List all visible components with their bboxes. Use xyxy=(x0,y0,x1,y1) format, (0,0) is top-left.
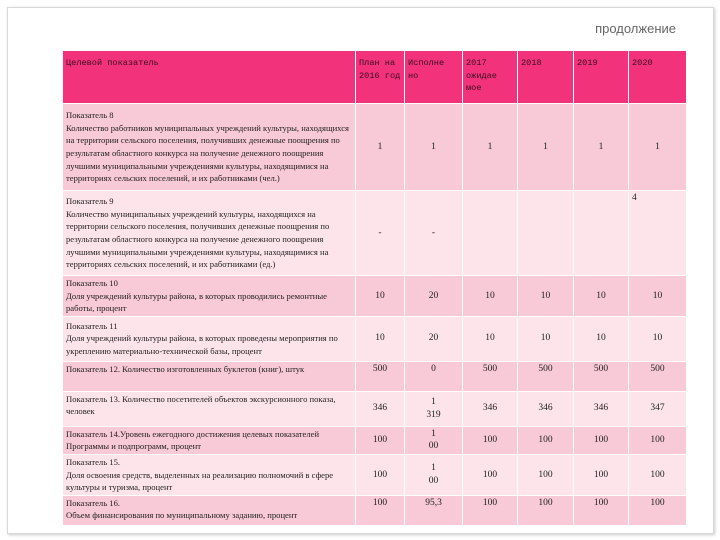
value-cell: 10 xyxy=(356,276,405,317)
value-cell: 100 xyxy=(574,454,629,495)
value-cell xyxy=(463,191,518,276)
value-cell: 4 xyxy=(629,191,687,276)
indicator-label: Показатель 15. Доля освоения средств, выделенных на реализацию полномочий в сфере культуры и туризма, процент xyxy=(63,454,356,495)
value-cell: 500 xyxy=(629,361,687,391)
table-row xyxy=(63,104,687,191)
value-cell: 1 xyxy=(574,104,629,191)
value-cell: 1 xyxy=(356,104,405,191)
indicators-table xyxy=(62,50,687,526)
value-cell: 346 xyxy=(574,391,629,426)
value-cell: 10 xyxy=(463,316,518,361)
value-cell xyxy=(518,191,574,276)
table-row xyxy=(63,454,687,495)
value-cell: 20 xyxy=(405,316,463,361)
value-cell: 346 xyxy=(356,391,405,426)
table-row xyxy=(63,316,687,361)
value-cell: 0 xyxy=(405,361,463,391)
value-cell: 100 xyxy=(463,426,518,454)
value-cell: 10 xyxy=(574,316,629,361)
indicator-label: Показатель 9 Количество муниципальных учреждений культуры, находящихся на территории сельского поселения, получивших денежные поощрения по результатам областного конкурса на получение денежного поощрения лучшими муниципальными учреждениями культуры, находящимися на территориях сельских поселений, и их работниками (ед.) xyxy=(63,191,356,276)
table-row xyxy=(63,426,687,454)
value-cell: 100 xyxy=(629,454,687,495)
value-cell: 1 xyxy=(463,104,518,191)
indicator-label: Показатель 14.Уровень ежегодного достижения целевых показателей Программы и подпрограмм, процент xyxy=(63,426,356,454)
value-cell: 10 xyxy=(518,316,574,361)
value-cell: 1 xyxy=(405,104,463,191)
value-cell: 1 00 xyxy=(405,426,463,454)
header-plan-2016: План на 2016 год xyxy=(356,51,405,104)
table-row xyxy=(63,495,687,525)
value-cell: 100 xyxy=(574,495,629,525)
indicator-label: Показатель 16. Объем финансирования по муниципальному заданию, процент xyxy=(63,495,356,525)
value-cell: 10 xyxy=(629,276,687,317)
value-cell: 346 xyxy=(518,391,574,426)
value-cell: 1 xyxy=(629,104,687,191)
table-row xyxy=(63,361,687,391)
value-cell: 1 xyxy=(518,104,574,191)
value-cell: 100 xyxy=(356,495,405,525)
value-cell xyxy=(574,191,629,276)
value-cell: 10 xyxy=(574,276,629,317)
header-executed: Исполне но xyxy=(405,51,463,104)
indicator-label: Показатель 12. Количество изготовленных буклетов (книг), штук xyxy=(63,361,356,391)
value-cell: 100 xyxy=(518,495,574,525)
value-cell: 20 xyxy=(405,276,463,317)
value-cell: 1 00 xyxy=(405,454,463,495)
value-cell: 100 xyxy=(518,426,574,454)
value-cell: 10 xyxy=(463,276,518,317)
header-2020: 2020 xyxy=(629,51,687,104)
indicator-label: Показатель 13. Количество посетителей объектов экскурсионного показа, человек xyxy=(63,391,356,426)
value-cell: 347 xyxy=(629,391,687,426)
value-cell: - xyxy=(405,191,463,276)
indicator-label: Показатель 11 Доля учреждений культуры района, в которых проведены мероприятия по укреплению материально-технической базы, процент xyxy=(63,316,356,361)
header-indicator: Целевой показатель xyxy=(63,51,356,104)
value-cell: 100 xyxy=(629,426,687,454)
value-cell: 100 xyxy=(463,454,518,495)
table-row xyxy=(63,191,687,276)
value-cell: 10 xyxy=(518,276,574,317)
value-cell: 500 xyxy=(574,361,629,391)
value-cell: 100 xyxy=(356,426,405,454)
header-2017: 2017 ожидае мое xyxy=(463,51,518,104)
value-cell: 500 xyxy=(463,361,518,391)
value-cell: 100 xyxy=(463,495,518,525)
value-cell: 100 xyxy=(356,454,405,495)
value-cell: 100 xyxy=(518,454,574,495)
header-row xyxy=(63,51,687,104)
value-cell: 10 xyxy=(356,316,405,361)
table-row xyxy=(63,391,687,426)
indicator-label: Показатель 8 Количество работников муниципальных учреждений культуры, находящихся на территории сельского поселения, получивших денежные поощрения по результатам областного конкурса на получение денежного поощрения лучшими муниципальными учреждениями культуры, находящимися на территориях сельских поселений, и их работниками (чел.) xyxy=(63,104,356,191)
continuation-label: продолжение xyxy=(595,21,676,36)
value-cell: 100 xyxy=(629,495,687,525)
value-cell: 10 xyxy=(629,316,687,361)
table-row xyxy=(63,276,687,317)
value-cell: 500 xyxy=(356,361,405,391)
value-cell: 100 xyxy=(574,426,629,454)
header-2018: 2018 xyxy=(518,51,574,104)
value-cell: 346 xyxy=(463,391,518,426)
value-cell: 500 xyxy=(518,361,574,391)
value-cell: 95,3 xyxy=(405,495,463,525)
value-cell: - xyxy=(356,191,405,276)
indicator-label: Показатель 10 Доля учреждений культуры района, в которых проводились ремонтные работы, процент xyxy=(63,276,356,317)
header-2019: 2019 xyxy=(574,51,629,104)
value-cell: 1 319 xyxy=(405,391,463,426)
